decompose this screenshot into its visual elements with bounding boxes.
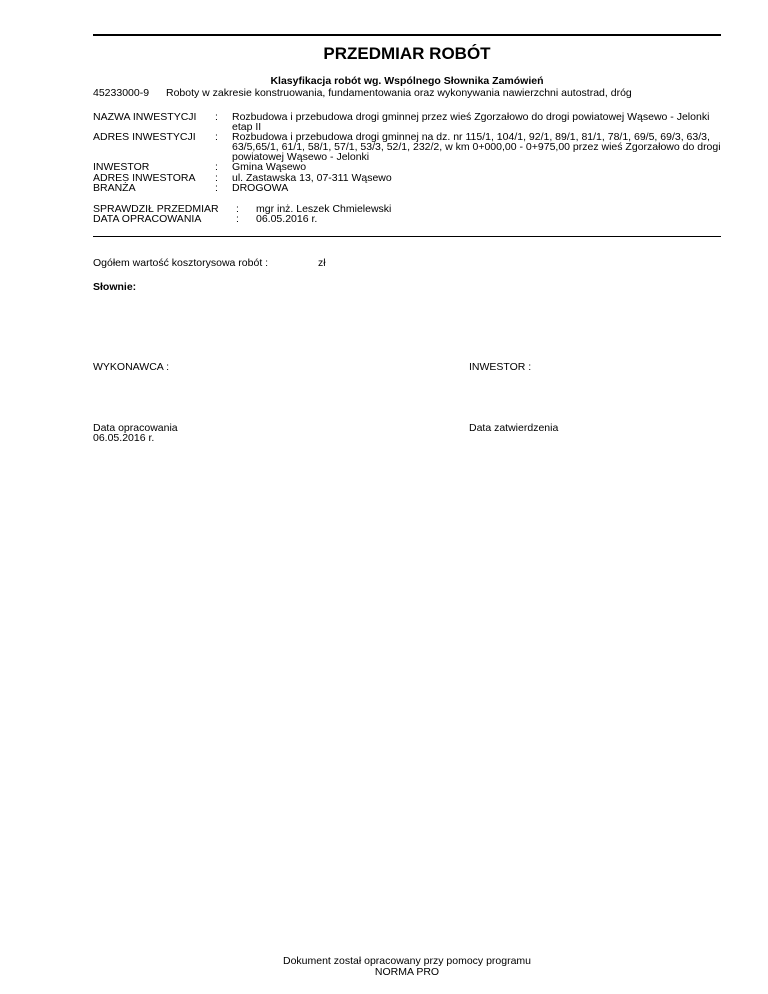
investment-address-label: ADRES INWESTYCJI: [93, 131, 196, 143]
investor-label: INWESTOR: [93, 161, 150, 173]
branch-label: BRANŻA: [93, 182, 136, 194]
contractor-label: WYKONAWCA :: [93, 361, 170, 373]
branch-colon: :: [215, 182, 218, 194]
investment-name-label: NAZWA INWESTYCJI: [93, 111, 197, 123]
classification-code: 45233000-9: [93, 87, 150, 99]
investor-value: Gmina Wąsewo: [232, 161, 307, 173]
approval-date-label: Data zatwierdzenia: [469, 422, 559, 434]
preparation-date-colon: :: [236, 213, 239, 225]
page-title: PRZEDMIAR ROBÓT: [323, 44, 491, 63]
investor-address-colon: :: [215, 172, 218, 184]
preparation-date-value: 06.05.2016 r.: [256, 213, 318, 225]
prep-date-label: Data opracowania: [93, 422, 178, 434]
investment-address-line1: Rozbudowa i przebudowa drogi gminnej na dz. nr 115/1, 104/1, 92/1, 89/1, 81/1, 78/1, 69/5, 69/3, 63/3,: [232, 131, 710, 143]
investment-address-line3: powiatowej Wąsewo - Jelonki: [232, 151, 370, 163]
investor-signature-label: INWESTOR :: [469, 361, 532, 373]
classification-heading: Klasyfikacja robót wg. Wspólnego Słownika Zamówień: [270, 75, 544, 87]
investment-address-colon: :: [215, 131, 218, 143]
investor-colon: :: [215, 161, 218, 173]
currency-label: zł: [318, 257, 326, 269]
investment-name-line2: etap II: [232, 121, 262, 133]
prep-date-value: 06.05.2016 r.: [93, 432, 155, 444]
total-cost-label: Ogółem wartość kosztorysowa robót :: [93, 257, 269, 269]
investment-address-line2: 63/5,65/1, 61/1, 58/1, 57/1, 53/3, 52/1, 232/2, w km 0+000,00 - 0+975,00 przez wieś Zgorzałowo do drogi: [232, 141, 721, 153]
footer: [93, 956, 721, 978]
footer-line1: Dokument został opracowany przy pomocy programu: [282, 955, 532, 967]
checked-by-label: SPRAWDZIŁ PRZEDMIAR: [93, 203, 219, 215]
investment-name-line1: Rozbudowa i przebudowa drogi gminnej przez wieś Zgorzałowo do drogi powiatowej Wąsewo - Jelonki: [232, 111, 710, 123]
footer-line2: NORMA PRO: [374, 966, 440, 978]
preparation-date-label: DATA OPRACOWANIA: [93, 213, 202, 225]
checked-by-colon: :: [236, 203, 239, 215]
investor-address-value: ul. Zastawska 13, 07-311 Wąsewo: [232, 172, 392, 184]
section-divider: [93, 236, 721, 237]
investor-address-label: ADRES INWESTORA: [93, 172, 196, 184]
investment-name-colon: :: [215, 111, 218, 123]
checked-by-value: mgr inż. Leszek Chmielewski: [256, 203, 392, 215]
top-rule: [93, 34, 721, 36]
branch-value: DROGOWA: [232, 182, 289, 194]
in-words-label: Słownie:: [93, 281, 137, 293]
classification-description: Roboty w zakresie konstruowania, fundamentowania oraz wykonywania nawierzchni autostrad, dróg: [166, 87, 632, 99]
